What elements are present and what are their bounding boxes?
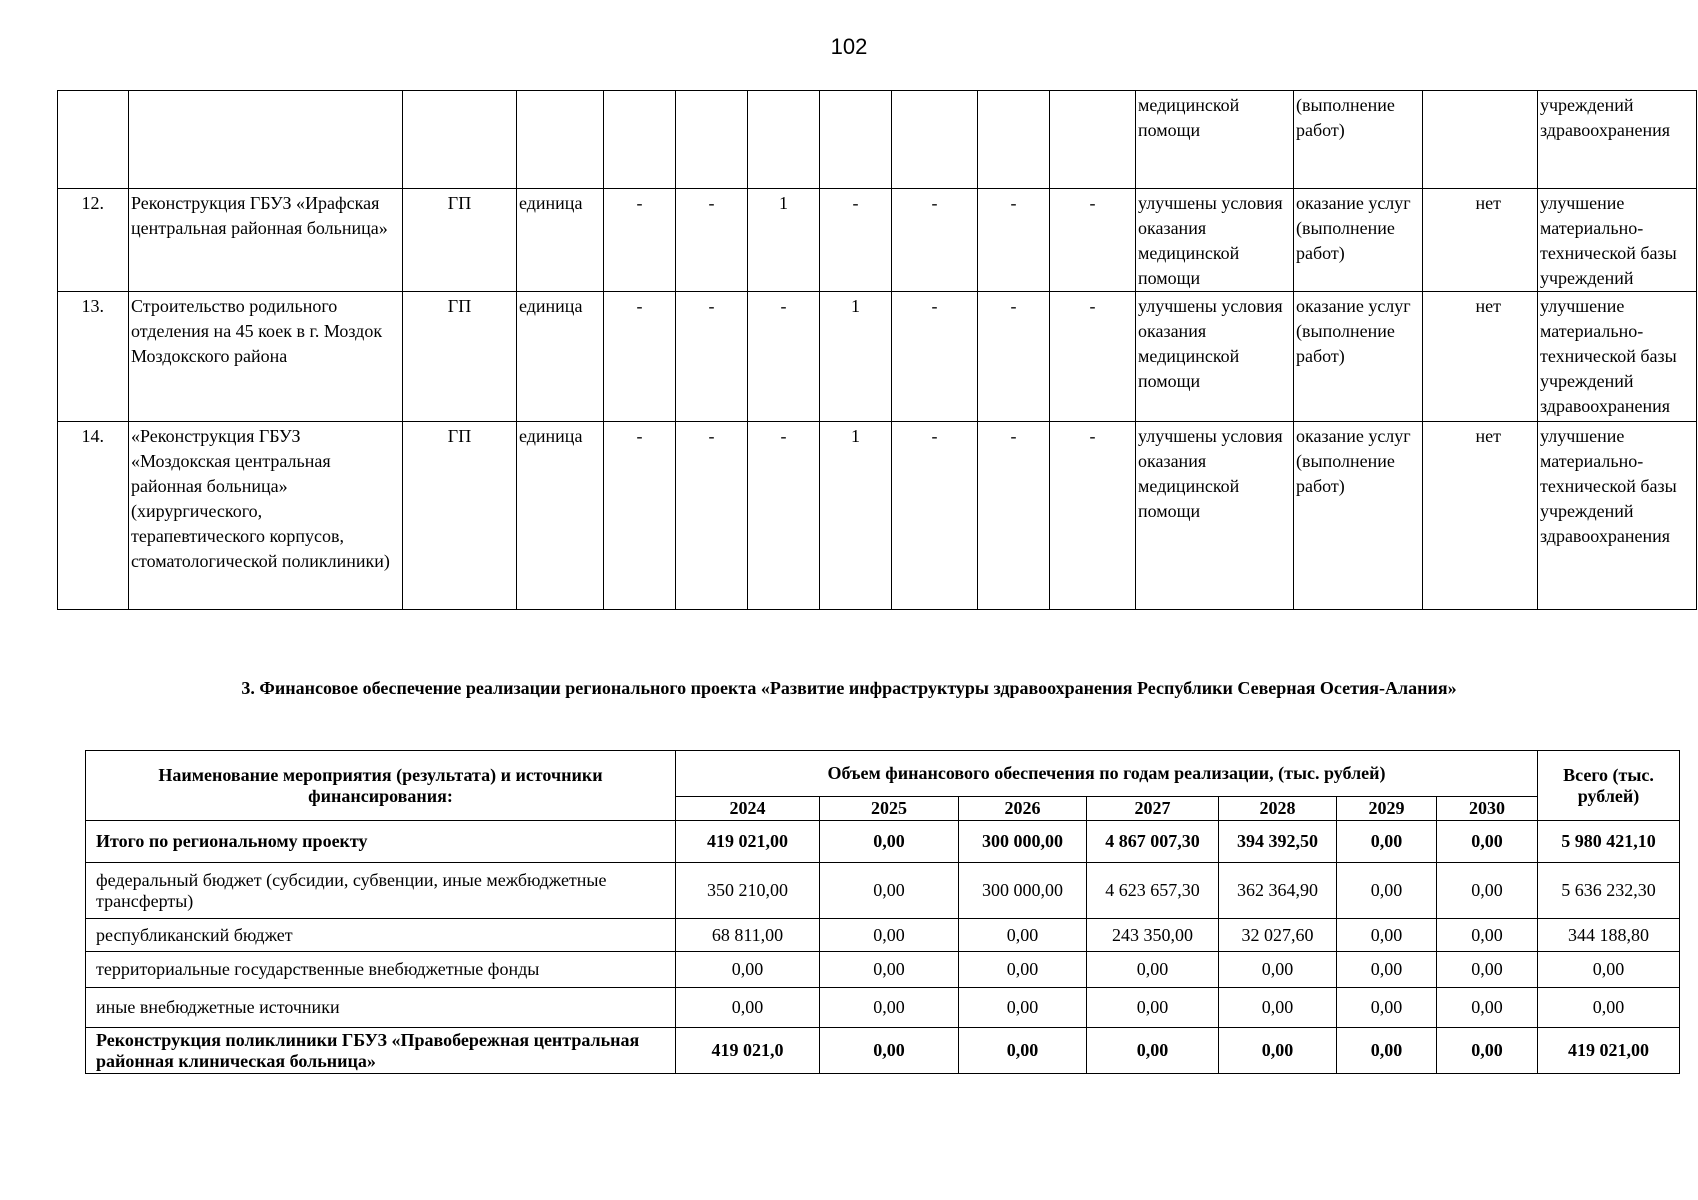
value-2029-cell: - — [978, 422, 1050, 610]
name-cell — [129, 91, 403, 189]
value-2024-cell: - — [604, 422, 676, 610]
type-cell: оказание услуг (выполнение работ) — [1294, 422, 1423, 610]
type-cell: оказание услуг (выполнение работ) — [1294, 292, 1423, 422]
amount-cell: 0,00 — [820, 863, 959, 919]
amount-cell: 419 021,00 — [676, 821, 820, 863]
value-2027-cell: 1 — [820, 422, 892, 610]
source-name-cell: республиканский бюджет — [86, 919, 676, 952]
type-cell: оказание услуг (выполнение работ) — [1294, 189, 1423, 292]
effect-cell: улучшены условия оказания медицинской помощи — [1136, 422, 1294, 610]
value-2030-cell — [1050, 91, 1136, 189]
type-cell: (выполнение работ) — [1294, 91, 1423, 189]
num-cell: 13. — [58, 292, 129, 422]
amount-cell: 0,00 — [1219, 952, 1337, 988]
value-2027-cell: - — [820, 189, 892, 292]
total-cell: 0,00 — [1538, 952, 1680, 988]
amount-cell: 300 000,00 — [959, 821, 1087, 863]
purpose-cell: улучшение материально-технической базы учреждений — [1538, 189, 1697, 292]
total-cell: 344 188,80 — [1538, 919, 1680, 952]
value-2027-cell — [820, 91, 892, 189]
value-2027-cell: 1 — [820, 292, 892, 422]
amount-cell: 362 364,90 — [1219, 863, 1337, 919]
value-2029-cell: - — [978, 292, 1050, 422]
table-row — [58, 91, 1697, 189]
header-volume: Объем финансового обеспечения по годам реализации, (тыс. рублей) — [676, 751, 1538, 797]
year-header: 2029 — [1337, 797, 1437, 821]
amount-cell: 0,00 — [820, 821, 959, 863]
flag-cell — [1423, 91, 1538, 189]
amount-cell: 0,00 — [676, 952, 820, 988]
name-cell: Реконструкция ГБУЗ «Ирафская центральная районная больница» — [129, 189, 403, 292]
value-2025-cell: - — [676, 189, 748, 292]
amount-cell: 243 350,00 — [1087, 919, 1219, 952]
level-cell: ГП — [403, 292, 517, 422]
value-2024-cell: - — [604, 189, 676, 292]
total-cell: 419 021,00 — [1538, 1028, 1680, 1074]
effect-cell: улучшены условия оказания медицинской помощи — [1136, 189, 1294, 292]
amount-cell: 0,00 — [820, 919, 959, 952]
flag-cell: нет — [1423, 422, 1538, 610]
level-cell: ГП — [403, 422, 517, 610]
amount-cell: 0,00 — [1337, 863, 1437, 919]
table-row — [58, 189, 1697, 292]
table-row — [58, 422, 1697, 610]
amount-cell: 0,00 — [676, 988, 820, 1028]
purpose-cell: учреждений здравоохранения — [1538, 91, 1697, 189]
level-cell: ГП — [403, 189, 517, 292]
amount-cell: 350 210,00 — [676, 863, 820, 919]
flag-cell: нет — [1423, 189, 1538, 292]
source-name-cell: территориальные государственные внебюджетные фонды — [86, 952, 676, 988]
table-row — [58, 292, 1697, 422]
amount-cell: 0,00 — [1337, 988, 1437, 1028]
total-cell: 5 980 421,10 — [1538, 821, 1680, 863]
year-header: 2026 — [959, 797, 1087, 821]
year-header: 2030 — [1437, 797, 1538, 821]
name-cell: Строительство родильного отделения на 45 коек в г. Моздок Моздокского района — [129, 292, 403, 422]
value-2030-cell: - — [1050, 422, 1136, 610]
amount-cell: 0,00 — [1337, 952, 1437, 988]
table-row — [86, 919, 1680, 952]
table-row — [86, 952, 1680, 988]
results-table — [57, 90, 1697, 610]
value-2024-cell — [604, 91, 676, 189]
amount-cell: 0,00 — [1219, 1028, 1337, 1074]
unit-cell: единица — [517, 422, 604, 610]
num-cell — [58, 91, 129, 189]
purpose-cell: улучшение материально-технической базы учреждений здравоохранения — [1538, 422, 1697, 610]
amount-cell: 394 392,50 — [1219, 821, 1337, 863]
unit-cell — [517, 91, 604, 189]
num-cell: 14. — [58, 422, 129, 610]
year-header: 2024 — [676, 797, 820, 821]
amount-cell: 0,00 — [1087, 952, 1219, 988]
value-2028-cell — [892, 91, 978, 189]
value-2029-cell: - — [978, 189, 1050, 292]
value-2028-cell: - — [892, 189, 978, 292]
amount-cell: 0,00 — [1337, 821, 1437, 863]
value-2026-cell: 1 — [748, 189, 820, 292]
value-2026-cell: - — [748, 422, 820, 610]
value-2028-cell: - — [892, 292, 978, 422]
amount-cell: 4 623 657,30 — [1087, 863, 1219, 919]
source-name-cell: иные внебюджетные источники — [86, 988, 676, 1028]
amount-cell: 0,00 — [820, 988, 959, 1028]
effect-cell: медицинской помощи — [1136, 91, 1294, 189]
value-2026-cell: - — [748, 292, 820, 422]
num-cell: 12. — [58, 189, 129, 292]
amount-cell: 0,00 — [1437, 863, 1538, 919]
value-2025-cell: - — [676, 422, 748, 610]
amount-cell: 68 811,00 — [676, 919, 820, 952]
value-2026-cell — [748, 91, 820, 189]
amount-cell: 0,00 — [1087, 988, 1219, 1028]
source-name-cell: Итого по региональному проекту — [86, 821, 676, 863]
total-cell: 5 636 232,30 — [1538, 863, 1680, 919]
table-row — [86, 1028, 1680, 1074]
amount-cell: 0,00 — [1437, 1028, 1538, 1074]
finance-table — [85, 750, 1680, 1074]
flag-cell: нет — [1423, 292, 1538, 422]
amount-cell: 0,00 — [1437, 821, 1538, 863]
value-2024-cell: - — [604, 292, 676, 422]
header-name: Наименование мероприятия (результата) и источники финансирования: — [86, 751, 676, 821]
year-header: 2025 — [820, 797, 959, 821]
year-header: 2028 — [1219, 797, 1337, 821]
name-cell: «Реконструкция ГБУЗ «Моздокская центральная районная больница» (хирургического, терапевтического корпусов, стоматологической поликлиники) — [129, 422, 403, 610]
amount-cell: 0,00 — [1219, 988, 1337, 1028]
amount-cell: 0,00 — [959, 952, 1087, 988]
source-name-cell: федеральный бюджет (субсидии, субвенции, иные межбюджетные трансферты) — [86, 863, 676, 919]
value-2025-cell: - — [676, 292, 748, 422]
value-2030-cell: - — [1050, 292, 1136, 422]
value-2030-cell: - — [1050, 189, 1136, 292]
amount-cell: 4 867 007,30 — [1087, 821, 1219, 863]
amount-cell: 0,00 — [959, 988, 1087, 1028]
value-2025-cell — [676, 91, 748, 189]
amount-cell: 32 027,60 — [1219, 919, 1337, 952]
amount-cell: 300 000,00 — [959, 863, 1087, 919]
effect-cell: улучшены условия оказания медицинской помощи — [1136, 292, 1294, 422]
amount-cell: 0,00 — [820, 952, 959, 988]
unit-cell: единица — [517, 292, 604, 422]
amount-cell: 0,00 — [959, 1028, 1087, 1074]
section-title: 3. Финансовое обеспечение реализации регионального проекта «Развитие инфраструктуры здравоохранения Республики Северная Осетия-Алания» — [241, 678, 1457, 698]
table-row — [86, 821, 1680, 863]
header-total: Всего (тыс. рублей) — [1538, 751, 1680, 821]
table-row — [86, 863, 1680, 919]
year-header: 2027 — [1087, 797, 1219, 821]
level-cell — [403, 91, 517, 189]
table-row — [86, 988, 1680, 1028]
value-2028-cell: - — [892, 422, 978, 610]
page-number: 102 — [830, 34, 868, 59]
amount-cell: 0,00 — [1337, 919, 1437, 952]
amount-cell: 0,00 — [1437, 952, 1538, 988]
amount-cell: 0,00 — [1087, 1028, 1219, 1074]
purpose-cell: улучшение материально-технической базы учреждений здравоохранения — [1538, 292, 1697, 422]
unit-cell: единица — [517, 189, 604, 292]
amount-cell: 0,00 — [1437, 919, 1538, 952]
amount-cell: 0,00 — [820, 1028, 959, 1074]
amount-cell: 0,00 — [959, 919, 1087, 952]
amount-cell: 419 021,0 — [676, 1028, 820, 1074]
value-2029-cell — [978, 91, 1050, 189]
amount-cell: 0,00 — [1337, 1028, 1437, 1074]
source-name-cell: Реконструкция поликлиники ГБУЗ «Правобережная центральная районная клиническая больница» — [86, 1028, 676, 1074]
total-cell: 0,00 — [1538, 988, 1680, 1028]
amount-cell: 0,00 — [1437, 988, 1538, 1028]
